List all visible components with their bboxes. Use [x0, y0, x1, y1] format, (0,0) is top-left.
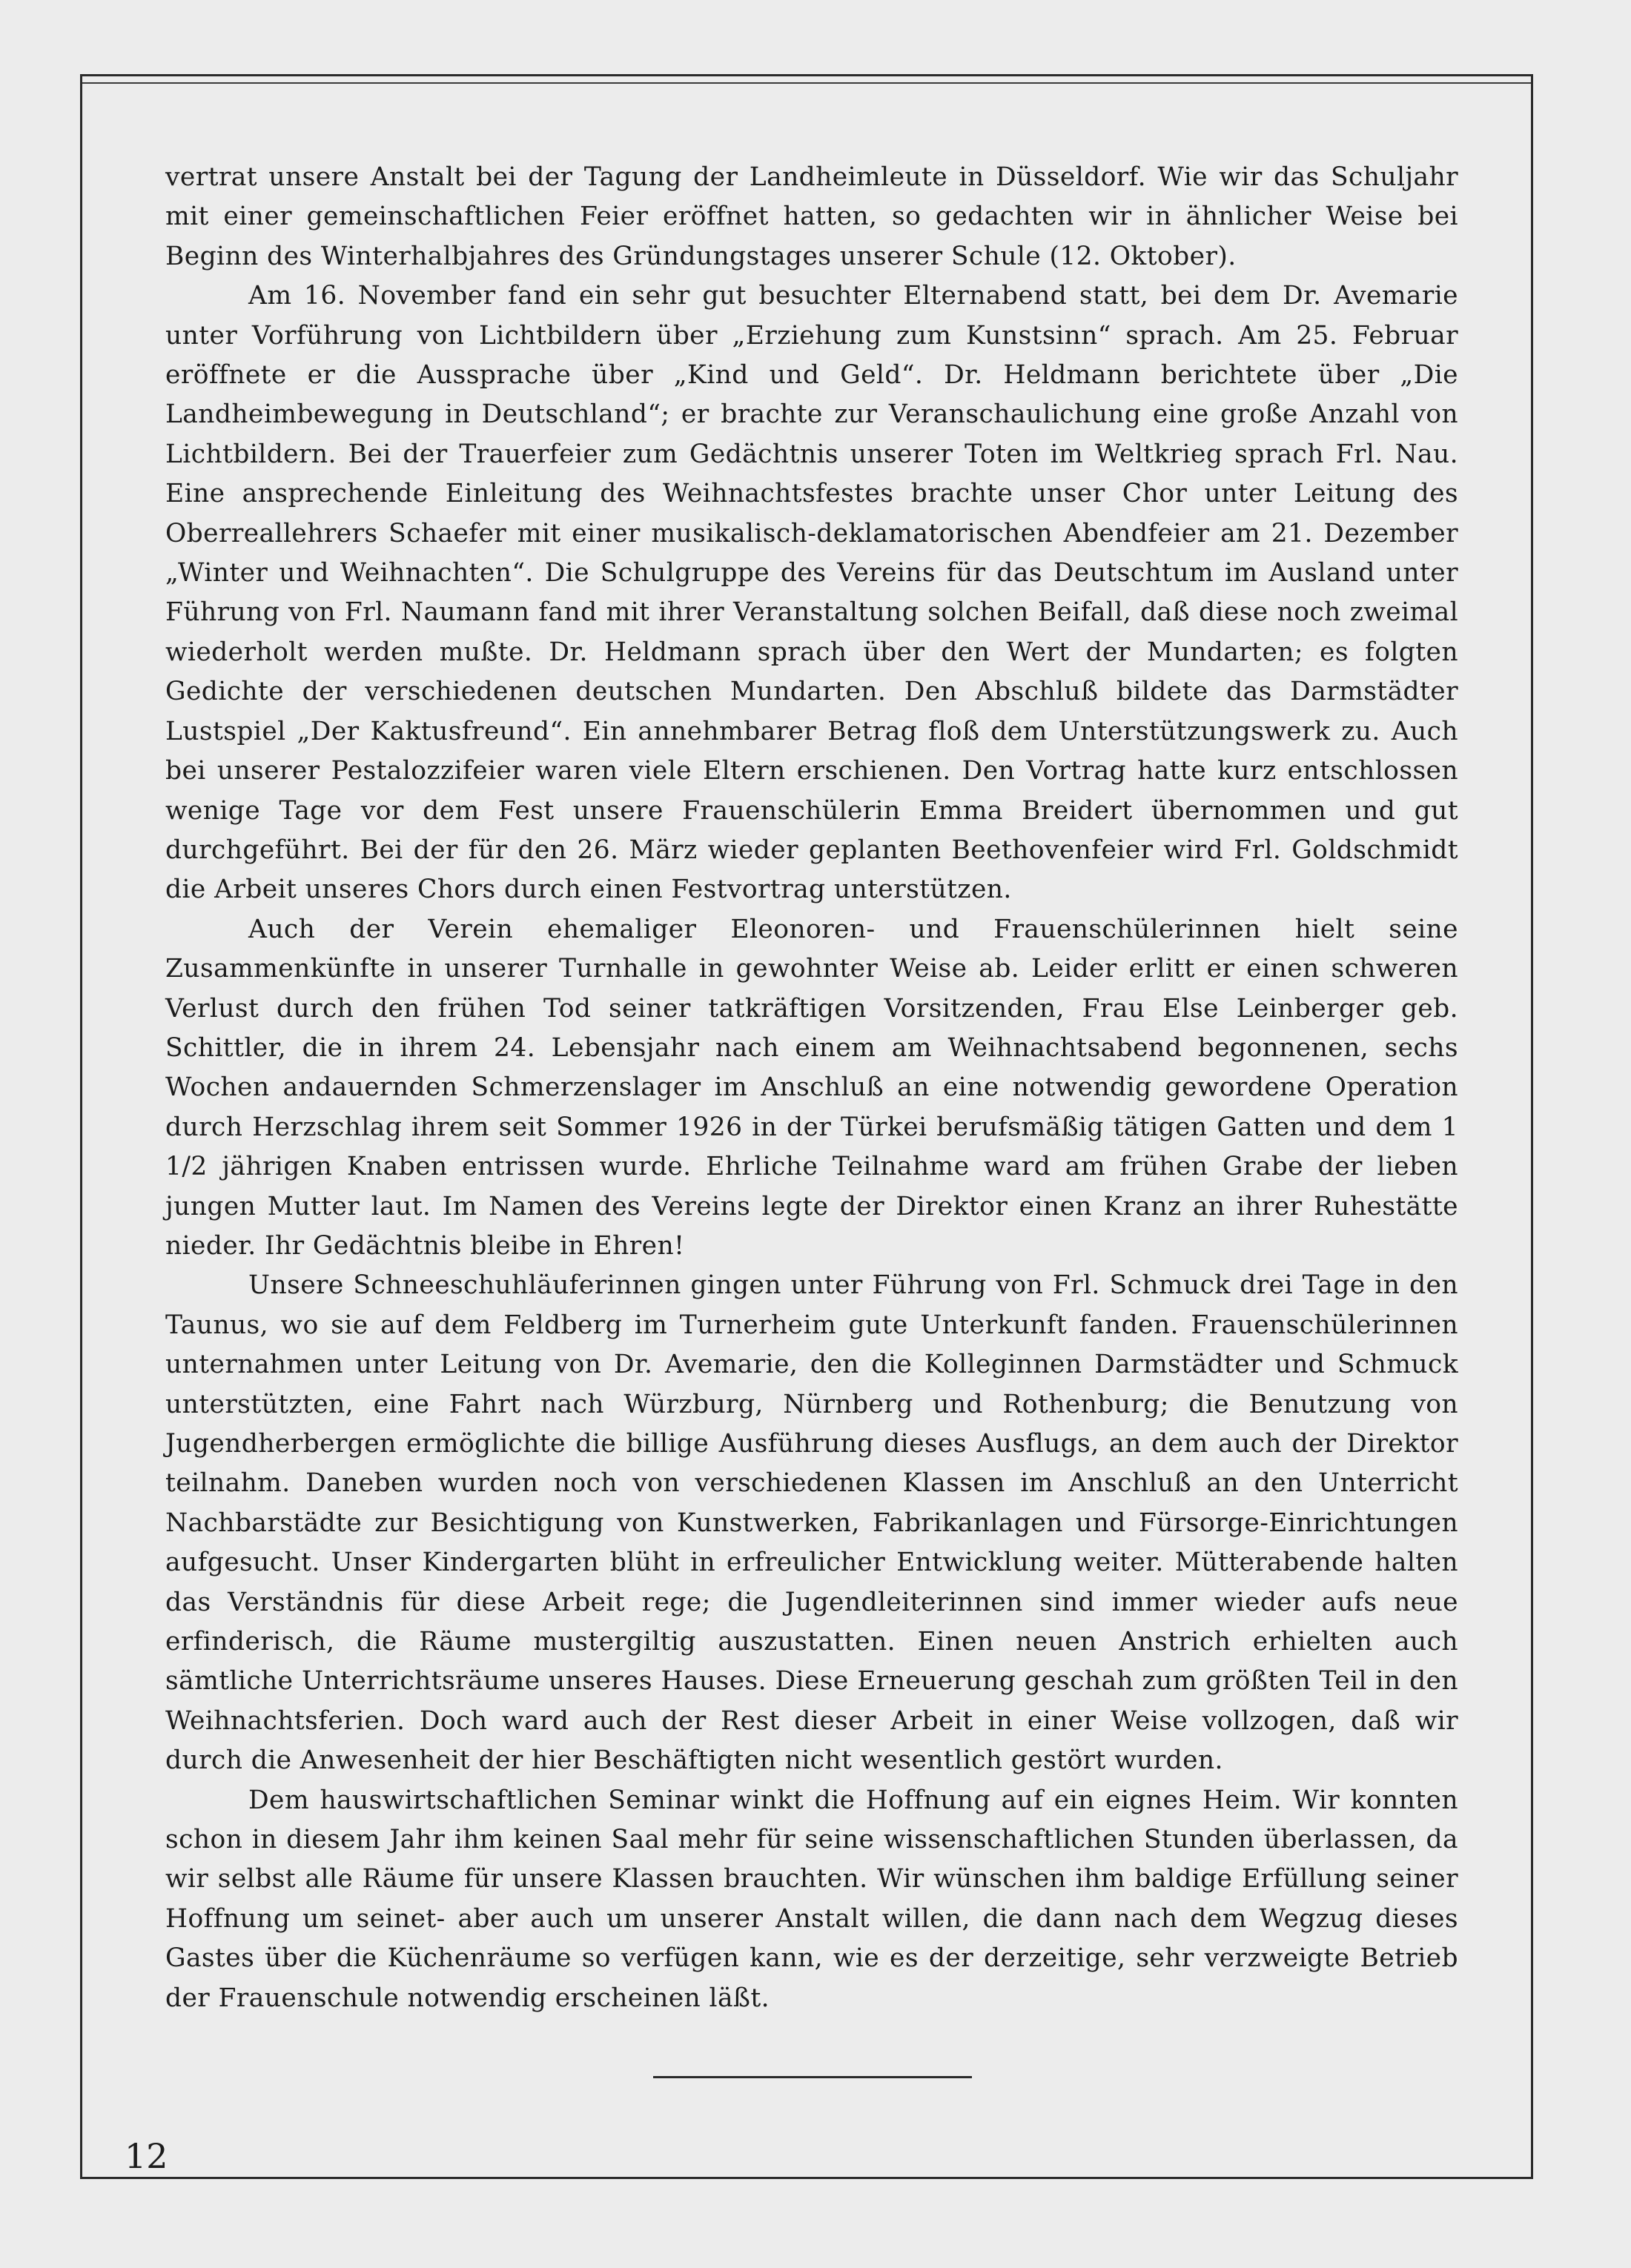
paragraph-3: Auch der Verein ehemaliger Eleonoren- und Frauenschülerinnen hielt seine Zusammenkünfte in unserer Turnhalle in gewohnter Weise ab. Leider erlitt er einen schweren Verlust durch den frühen Tod seiner tatkräftigen Vorsitzenden, Frau Else Leinberger geb. Schittler, die in ihrem 24. Lebensjahr nach einem am Weihnachtsabend begonnenen, sechs Wochen andauernden Schmerzenslager im Anschluß an eine notwendig gewordene Operation durch Herzschlag ihrem seit Sommer 1926 in der Türkei berufsmäßig tätigen Gatten und dem 1 1/2 jährigen Knaben entrissen wurde. Ehrliche Teilnahme ward am frühen Grabe der lieben jungen Mutter laut. Im Namen des Vereins legte der Direktor einen Kranz an ihrer Ruhestätte nieder. Ihr Gedächtnis bleibe in Ehren!: [165, 914, 1458, 1261]
paragraph-2: Am 16. November fand ein sehr gut besuchter Elternabend statt, bei dem Dr. Avemarie unter Vorführung von Lichtbildern über „Erziehung zum Kunstsinn“ sprach. Am 25. Februar eröffnete er die Aussprache über „Kind und Geld“. Dr. Heldmann berichtete über „Die Landheimbewegung in Deutschland“; er brachte zur Veranschaulichung eine große Anzahl von Lichtbildern. Bei der Trauerfeier zum Gedächtnis unserer Toten im Weltkrieg sprach Frl. Nau. Eine ansprechende Einleitung des Weihnachtsfestes brachte unser Chor unter Leitung des Oberreallehrers Schaefer mit einer musikalisch-deklamatorischen Abendfeier am 21. Dezember „Winter und Weihnachten“. Die Schulgruppe des Vereins für das Deutschtum im Ausland unter Führung von Frl. Naumann fand mit ihrer Veranstaltung solchen Beifall, daß diese noch zweimal wiederholt werden mußte. Dr. Heldmann sprach über den Wert der Mundarten; es folgten Gedichte der verschiedenen deutschen Mundarten. Den Abschluß bildete das Darmstädter Lustspiel „Der Kaktusfreund“. Ein annehmbarer Betrag floß dem Unterstützungswerk zu. Auch bei unserer Pestalozzifeier waren viele Eltern erschienen. Den Vortrag hatte kurz entschlossen wenige Tage vor dem Fest unsere Frauenschülerin Emma Breidert übernommen und gut durchgeführt. Bei der für den 26. März wieder geplanten Beethovenfeier wird Frl. Goldschmidt die Arbeit unseres Chors durch einen Festvortrag unterstützen.: [165, 281, 1458, 905]
paragraph-5: Dem hauswirtschaftlichen Seminar winkt die Hoffnung auf ein eignes Heim. Wir konnten schon in diesem Jahr ihm keinen Saal mehr für seine wissenschaftlichen Stunden überlassen, da wir selbst alle Räume für unsere Klassen brauchten. Wir wünschen ihm baldige Erfüllung seiner Hoffnung um seinet- aber auch um unserer Anstalt willen, die dann nach dem Wegzug dieses Gastes über die Küchenräume so verfügen kann, wie es der derzeitige, sehr verzweigte Betrieb der Frauenschule notwendig erscheinen läßt.: [165, 1785, 1458, 2013]
paragraph-1: vertrat unsere Anstalt bei der Tagung der Landheimleute in Düsseldorf. Wie wir das Schuljahr mit einer gemeinschaftlichen Feier eröffnet hatten, so gedachten wir in ähnlicher Weise bei Beginn des Winterhalbjahres des Gründungstages unserer Schule (12. Oktober).: [165, 162, 1458, 271]
paragraph-4: Unsere Schneeschuhläuferinnen gingen unter Führung von Frl. Schmuck drei Tage in den Taunus, wo sie auf dem Feldberg im Turnerheim gute Unterkunft fanden. Frauenschülerinnen unternahmen unter Leitung von Dr. Avemarie, den die Kolleginnen Darmstädter und Schmuck unterstützten, eine Fahrt nach Würzburg, Nürnberg und Rothenburg; die Benutzung von Jugendherbergen ermöglichte die billige Ausführung dieses Ausflugs, an dem auch der Direktor teilnahm. Daneben wurden noch von verschiedenen Klassen im Anschluß an den Unterricht Nachbarstädte zur Besichtigung von Kunstwerken, Fabrikanlagen und Fürsorge-Einrichtungen aufgesucht. Unser Kindergarten blüht in erfreulicher Entwicklung weiter. Mütterabende halten das Verständnis für diese Arbeit rege; die Jugendleiterinnen sind immer wieder aufs neue erfinderisch, die Räume mustergiltig auszustatten. Einen neuen Anstrich erhielten auch sämtliche Unterrichtsräume unseres Hauses. Diese Erneuerung geschah zum größten Teil in den Weihnachtsferien. Doch ward auch der Rest dieser Arbeit in einer Weise vollzogen, daß wir durch die Anwesenheit der hier Beschäftigten nicht wesentlich gestört wurden.: [165, 1270, 1458, 1776]
page-number: 12: [125, 2136, 168, 2176]
page-frame: [80, 74, 1533, 2179]
closing-rule: [653, 2076, 972, 2078]
top-rule: [82, 82, 1531, 84]
body-text: [165, 158, 1458, 2018]
